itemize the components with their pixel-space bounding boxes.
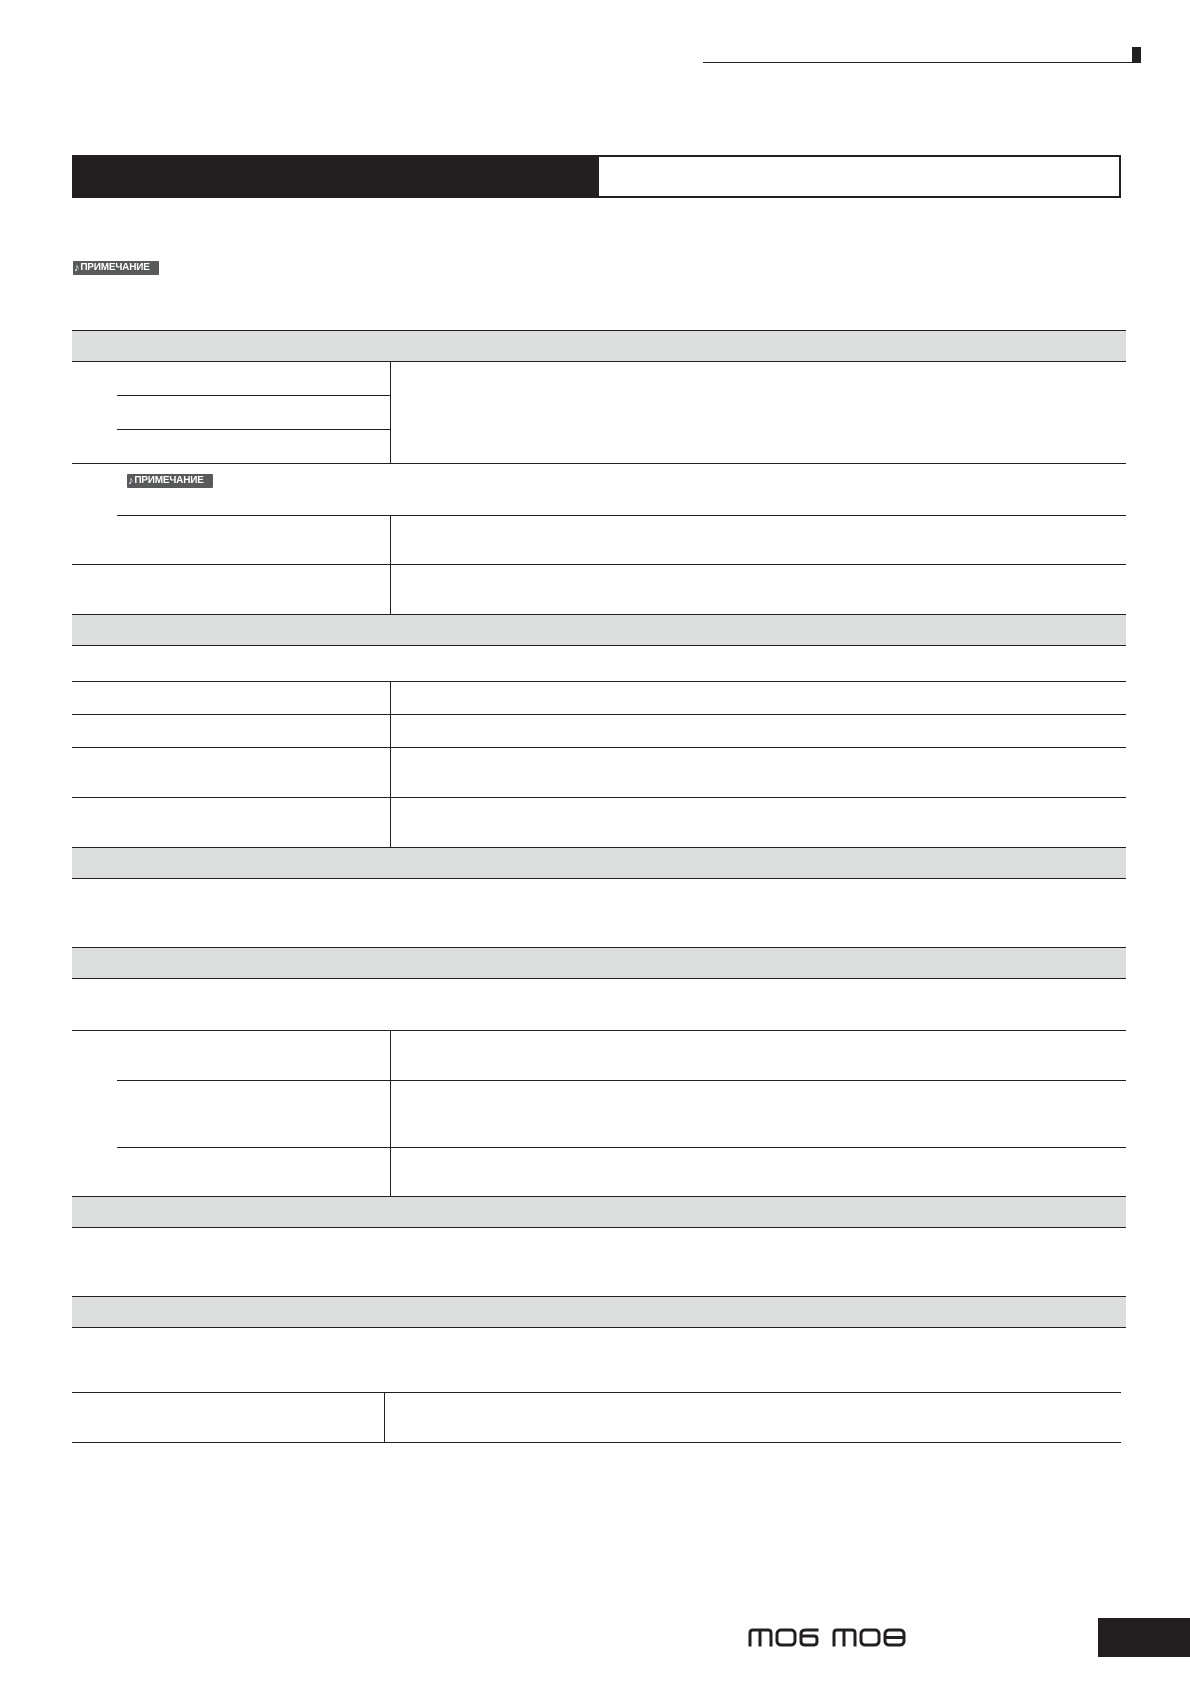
row-divider: [72, 797, 1126, 798]
table3-header-band: [72, 847, 1126, 879]
row-divider: [117, 1147, 1126, 1148]
row-divider: [72, 714, 1126, 715]
column-divider: [390, 362, 391, 463]
inline-note-badge: [127, 474, 213, 488]
music-note-icon: ♪: [74, 262, 80, 274]
row-divider: [72, 564, 1126, 565]
row-divider: [72, 1392, 1121, 1393]
column-divider: [390, 515, 391, 565]
column-divider: [390, 564, 391, 615]
row-divider: [117, 395, 390, 396]
product-logo: [748, 1627, 910, 1647]
row-divider: [72, 1442, 1121, 1443]
table5-header-band: [72, 1196, 1126, 1228]
row-divider: [72, 1030, 1126, 1031]
table6-header-band: [72, 1296, 1126, 1328]
column-divider: [390, 681, 391, 848]
header-marker: [1132, 47, 1141, 63]
table4-header-band: [72, 947, 1126, 979]
inline-note-badge-label: ПРИМЕЧАНИЕ: [134, 475, 204, 486]
row-divider: [117, 1080, 1126, 1081]
row-divider: [72, 463, 1126, 464]
section-title-dark-panel: [74, 157, 599, 196]
column-divider: [390, 1030, 391, 1197]
note-badge-label: ПРИМЕЧАНИЕ: [80, 262, 150, 273]
music-note-icon: ♪: [128, 475, 134, 487]
column-divider: [384, 1392, 385, 1443]
note-badge: [73, 261, 159, 275]
row-divider: [117, 515, 1126, 516]
section-title-bar: [72, 155, 1121, 198]
page-number-tab: [1098, 1618, 1190, 1657]
header-rule: [703, 62, 1133, 63]
row-divider: [72, 681, 1126, 682]
row-divider: [72, 747, 1126, 748]
table1-header-band: [72, 330, 1126, 362]
row-divider: [117, 429, 390, 430]
section-title-light-panel: [599, 157, 1119, 196]
table2-header-band: [72, 614, 1126, 646]
